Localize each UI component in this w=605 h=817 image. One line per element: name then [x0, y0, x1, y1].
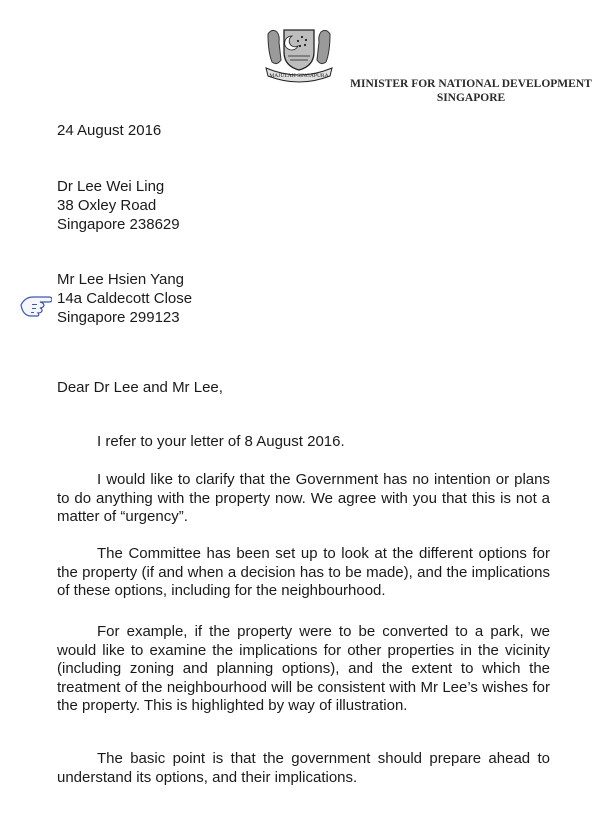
- paragraph-text: I would like to clarify that the Government has no intention or plans to do anything with the property now. We agree with you that this is not a matter of “urgency”.: [57, 471, 550, 525]
- paragraph-1: [57, 433, 550, 452]
- recipient-name: Mr Lee Hsien Yang: [57, 271, 185, 288]
- svg-text:MAJULAH SINGAPURA: MAJULAH SINGAPURA: [269, 73, 329, 79]
- paragraph-text: The Committee has been set up to look at the different options for the property (if and when a decision has to be made), and the implications of these options, including for the neighbourhood.: [57, 545, 550, 599]
- letterhead-title: MINISTER FOR NATIONAL DEVELOPMENT: [350, 78, 592, 90]
- recipient-name: Dr Lee Wei Ling: [57, 178, 165, 195]
- paragraph-text: For example, if the property were to be converted to a park, we would like to examine the implications for other properties in the vicinity (including zoning and planning options), and the extent to which the treatment of the neighbourhood will be consistent with Mr Lee’s wishes for the property. This is highlighted by way of illustration.: [57, 623, 550, 714]
- recipient-city: Singapore 299123: [57, 309, 180, 326]
- recipient-address-1: [57, 177, 180, 234]
- salutation: Dear Dr Lee and Mr Lee,: [57, 379, 223, 396]
- recipient-street: 38 Oxley Road: [57, 197, 157, 214]
- letterhead: [340, 77, 602, 105]
- recipient-address-2: [57, 270, 192, 327]
- paragraph-3: [57, 545, 550, 601]
- pointing-hand-icon: [18, 288, 52, 318]
- recipient-city: Singapore 238629: [57, 216, 180, 233]
- singapore-crest-icon: [262, 22, 336, 88]
- paragraph-5: [57, 750, 550, 787]
- paragraph-2: [57, 471, 550, 527]
- paragraph-text: The basic point is that the government should prepare ahead to understand its options, and their implications.: [57, 750, 550, 786]
- letter-date: 24 August 2016: [57, 122, 162, 139]
- paragraph-text: I refer to your letter of 8 August 2016.: [97, 433, 345, 450]
- letterhead-country: SINGAPORE: [436, 92, 506, 104]
- paragraph-4: [57, 623, 550, 716]
- recipient-street: 14a Caldecott Close: [57, 290, 193, 307]
